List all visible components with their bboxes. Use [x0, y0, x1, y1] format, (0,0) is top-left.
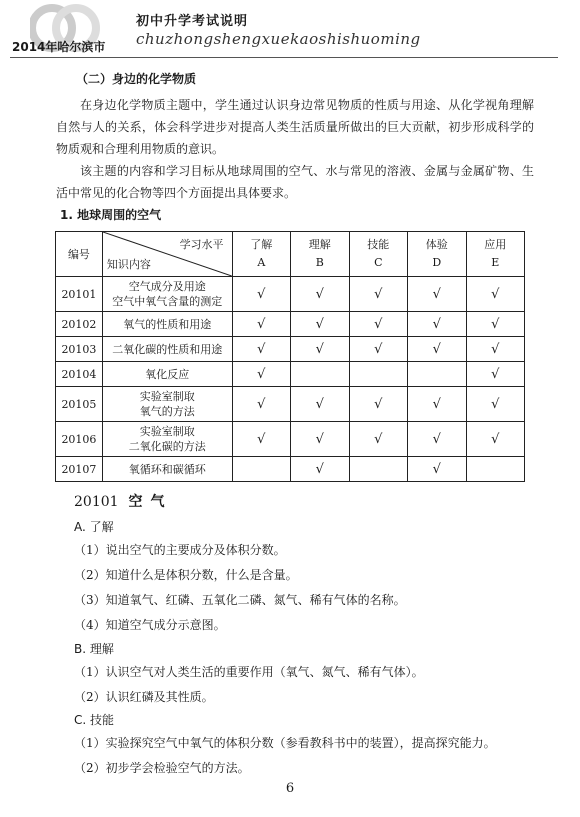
level-cell: [349, 362, 407, 387]
row-content-line: 氧气的方法: [139, 405, 195, 418]
table-header-row: [56, 232, 525, 277]
level-letter: D: [432, 256, 442, 269]
table-body: [56, 277, 525, 482]
check-mark-icon: √: [491, 286, 500, 302]
level-cell: [349, 387, 407, 422]
check-mark-icon: √: [491, 341, 500, 357]
page-header: [0, 0, 580, 70]
check-mark-icon: √: [374, 286, 383, 302]
table-row: [56, 337, 525, 362]
level-cell: [466, 312, 525, 337]
topic-heading: [74, 491, 173, 511]
topic-code: 20101: [74, 494, 119, 510]
table-row: [56, 277, 525, 312]
check-mark-icon: √: [432, 396, 441, 412]
level-cell: [408, 337, 466, 362]
header-level-d: [408, 232, 466, 277]
level-letter: A: [257, 256, 266, 269]
check-mark-icon: √: [257, 316, 266, 332]
check-mark-icon: √: [315, 461, 324, 477]
row-content-line: 氧循环和碳循环: [128, 462, 206, 476]
row-content-line: 二氧化碳的性质和用途: [112, 342, 223, 356]
learning-level-table: [55, 231, 525, 482]
list-item: （2）初步学会检验空气的方法。: [74, 761, 250, 775]
row-content: [102, 387, 232, 422]
check-mark-icon: √: [315, 396, 324, 412]
check-mark-icon: √: [432, 316, 441, 332]
check-mark-icon: √: [491, 431, 500, 447]
row-content: [102, 362, 232, 387]
level-title-a: A. 了解: [74, 520, 114, 534]
list-item: （1）说出空气的主要成分及体积分数。: [74, 543, 286, 557]
level-cell: [349, 312, 407, 337]
check-mark-icon: √: [432, 431, 441, 447]
section-title: （二）身边的化学物质: [76, 72, 197, 86]
level-cell: [291, 362, 349, 387]
header-code: 编号: [56, 232, 103, 277]
level-cell: [466, 277, 525, 312]
check-mark-icon: √: [374, 431, 383, 447]
table-row: [56, 362, 525, 387]
header-level-b: [291, 232, 349, 277]
check-mark-icon: √: [374, 341, 383, 357]
header-level: 学习水平: [179, 238, 224, 251]
check-mark-icon: √: [257, 396, 266, 412]
level-cell: [291, 422, 349, 457]
level-name: 理解: [308, 238, 331, 251]
level-title-b: B. 理解: [74, 642, 114, 656]
level-cell: [466, 362, 525, 387]
level-cell: [232, 387, 290, 422]
check-mark-icon: √: [491, 316, 500, 332]
level-cell: [466, 337, 525, 362]
row-code: 20101: [56, 277, 103, 312]
row-content-line: 空气成分及用途: [128, 280, 206, 293]
level-cell: [408, 312, 466, 337]
list-item: （4）知道空气成分示意图。: [74, 618, 226, 632]
level-name: 体验: [425, 238, 448, 251]
header-title: 初中升学考试说明: [136, 14, 249, 29]
check-mark-icon: √: [432, 461, 441, 477]
topic-name: 空气: [128, 494, 173, 510]
intro-paragraph: 在身边化学物质主题中，学生通过认识身边常见物质的性质与用途、从化学视角理解自然与人的关系，体会科学进步对提高人类生活质量所做出的巨大贡献，初步形成科学的物质观和合理利用物质的意识。: [56, 98, 534, 156]
row-content-line: 实验室制取: [139, 425, 195, 438]
header-content: 知识内容: [106, 258, 151, 271]
check-mark-icon: √: [315, 341, 324, 357]
check-mark-icon: √: [257, 341, 266, 357]
check-mark-icon: √: [374, 396, 383, 412]
level-cell: [291, 387, 349, 422]
check-mark-icon: √: [315, 316, 324, 332]
level-cell: [291, 277, 349, 312]
list-item: （2）认识红磷及其性质。: [74, 690, 214, 704]
header-diagonal-cell: [102, 232, 232, 277]
table-row: [56, 457, 525, 482]
header-level-e: [466, 232, 525, 277]
level-cell: [232, 337, 290, 362]
header-pinyin: chuzhongshengxuekaoshishuoming: [136, 30, 421, 48]
level-cell: [291, 457, 349, 482]
header-rule: [10, 57, 558, 58]
level-cell: [232, 312, 290, 337]
list-item: （3）知道氧气、红磷、五氧化二磷、氮气、稀有气体的名称。: [74, 593, 406, 607]
row-code: 20107: [56, 457, 103, 482]
table-row: [56, 387, 525, 422]
table-row: [56, 422, 525, 457]
level-cell: [232, 277, 290, 312]
check-mark-icon: √: [257, 366, 266, 382]
level-cell: [349, 277, 407, 312]
level-cell: [291, 312, 349, 337]
level-cell: [408, 387, 466, 422]
check-mark-icon: √: [374, 316, 383, 332]
level-cell: [291, 337, 349, 362]
row-code: 20103: [56, 337, 103, 362]
level-cell: [349, 337, 407, 362]
level-name: 了解: [250, 238, 273, 251]
header-year-city: 2014年哈尔滨市: [12, 40, 106, 54]
check-mark-icon: √: [315, 431, 324, 447]
row-content-line: 实验室制取: [139, 390, 195, 403]
level-letter: E: [491, 256, 500, 269]
list-item: （2）知道什么是体积分数，什么是含量。: [74, 568, 298, 582]
check-mark-icon: √: [432, 341, 441, 357]
row-content: [102, 312, 232, 337]
level-letter: B: [315, 256, 324, 269]
row-content-line: 氧化反应: [145, 367, 190, 381]
row-code: 20104: [56, 362, 103, 387]
scope-paragraph: 该主题的内容和学习目标从地球周围的空气、水与常见的溶液、金属与金属矿物、生活中常见的化合物等四个方面提出具体要求。: [56, 164, 534, 200]
row-content: [102, 277, 232, 312]
subsection-title: 1. 地球周围的空气: [60, 208, 162, 222]
row-content: [102, 457, 232, 482]
check-mark-icon: √: [257, 286, 266, 302]
level-cell: [232, 422, 290, 457]
row-code: 20102: [56, 312, 103, 337]
level-cell: [466, 387, 525, 422]
check-mark-icon: √: [257, 431, 266, 447]
header-level-c: [349, 232, 407, 277]
row-code: 20106: [56, 422, 103, 457]
level-cell: [466, 457, 525, 482]
level-cell: [232, 362, 290, 387]
page-number: 6: [285, 781, 295, 796]
list-item: （1）实验探究空气中氧气的体积分数（参看教科书中的装置），提高探究能力。: [74, 736, 496, 750]
check-mark-icon: √: [432, 286, 441, 302]
level-letter: C: [374, 256, 383, 269]
check-mark-icon: √: [491, 396, 500, 412]
level-cell: [408, 422, 466, 457]
level-title-c: C. 技能: [74, 713, 115, 727]
row-content-line: 氧气的性质和用途: [123, 317, 212, 331]
level-cell: [408, 362, 466, 387]
level-name: 应用: [484, 238, 507, 251]
header-level-a: [232, 232, 290, 277]
level-cell: [466, 422, 525, 457]
row-content-line: 二氧化碳的方法: [128, 440, 206, 453]
row-content: [102, 337, 232, 362]
level-name: 技能: [367, 238, 390, 251]
table-row: [56, 312, 525, 337]
check-mark-icon: √: [315, 286, 324, 302]
level-cell: [349, 457, 407, 482]
level-cell: [349, 422, 407, 457]
level-cell: [232, 457, 290, 482]
row-content: [102, 422, 232, 457]
row-code: 20105: [56, 387, 103, 422]
level-cell: [408, 457, 466, 482]
list-item: （1）认识空气对人类生活的重要作用（氧气、氮气、稀有气体）。: [74, 665, 424, 679]
row-content-line: 空气中氧气含量的测定: [112, 295, 223, 308]
level-cell: [408, 277, 466, 312]
check-mark-icon: √: [491, 366, 500, 382]
